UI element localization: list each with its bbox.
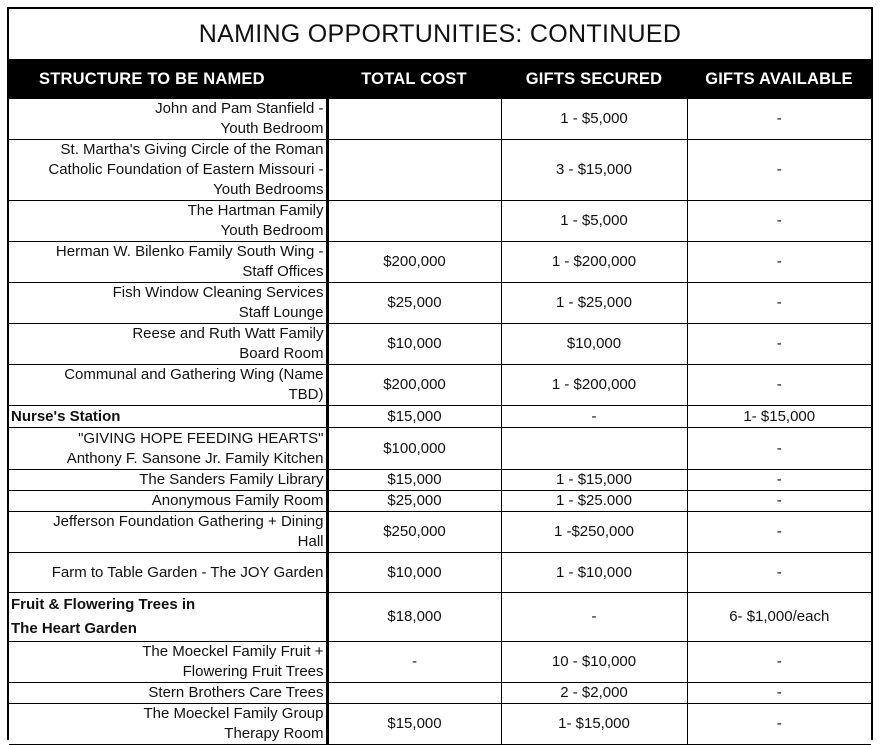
- structure-name-cell: [9, 140, 327, 201]
- gifts-secured-cell: 3 - $15,000: [501, 140, 687, 201]
- gifts-secured-cell: 1 - $5,000: [501, 99, 687, 140]
- gifts-available-cell: 1- $15,000: [687, 406, 871, 428]
- gifts-available-cell: -: [687, 99, 871, 140]
- header-gifts-available: GIFTS AVAILABLE: [687, 60, 871, 99]
- total-cost-cell: $15,000: [327, 470, 501, 491]
- table-row: [9, 406, 871, 428]
- gifts-available-cell: -: [687, 201, 871, 242]
- structure-name-line: Anthony F. Sansone Jr. Family Kitchen: [66, 449, 324, 467]
- structure-name-line: The Hartman Family: [187, 202, 324, 219]
- structure-name-line: Herman W. Bilenko Family South Wing -: [55, 243, 324, 260]
- total-cost-cell: $200,000: [327, 242, 501, 283]
- structure-name-line: Board Room: [239, 345, 324, 362]
- header-structure: STRUCTURE TO BE NAMED: [9, 60, 327, 99]
- structure-name-cell: [9, 428, 327, 470]
- structure-name-line: John and Pam Stanfield -: [155, 100, 324, 117]
- structure-name-cell: [9, 470, 327, 491]
- structure-name-line: "GIVING HOPE FEEDING HEARTS": [78, 429, 324, 447]
- table-row: [9, 428, 871, 470]
- structure-name-cell: [9, 704, 327, 745]
- table-row: [9, 201, 871, 242]
- structure-name-line: Staff Offices: [242, 263, 324, 280]
- total-cost-cell: $15,000: [327, 406, 501, 428]
- total-cost-cell: [327, 140, 501, 201]
- structure-name-line: TBD): [288, 386, 324, 403]
- header-gifts-secured: GIFTS SECURED: [501, 60, 687, 99]
- structure-name-line: Youth Bedroom: [220, 120, 324, 137]
- gifts-available-cell: -: [687, 512, 871, 553]
- gifts-available-cell: -: [687, 324, 871, 365]
- gifts-available-cell: -: [687, 470, 871, 491]
- gifts-available-cell: -: [687, 553, 871, 593]
- structure-name-cell: [9, 642, 327, 683]
- total-cost-cell: [327, 99, 501, 140]
- structure-name-line: Nurse's Station: [11, 407, 121, 425]
- gifts-available-cell: -: [687, 140, 871, 201]
- structure-name-line: St. Martha's Giving Circle of the Roman: [60, 141, 324, 158]
- structure-name-cell: [9, 99, 327, 140]
- gifts-secured-cell: [501, 428, 687, 470]
- table-row: [9, 470, 871, 491]
- naming-table: [9, 60, 871, 745]
- header-total-cost: TOTAL COST: [327, 60, 501, 99]
- total-cost-cell: $10,000: [327, 324, 501, 365]
- gifts-available-cell: -: [687, 242, 871, 283]
- gifts-available-cell: -: [687, 428, 871, 470]
- total-cost-cell: [327, 201, 501, 242]
- structure-name-line: Reese and Ruth Watt Family: [132, 325, 324, 342]
- structure-name-cell: [9, 283, 327, 324]
- gifts-secured-cell: 10 - $10,000: [501, 642, 687, 683]
- structure-name-line: Therapy Room: [224, 725, 324, 742]
- structure-name-line: Communal and Gathering Wing (Name: [64, 366, 324, 383]
- structure-name-line: The Moeckel Family Group: [143, 705, 324, 722]
- structure-name-line: Hall: [297, 533, 324, 550]
- gifts-secured-cell: 1 -$250,000: [501, 512, 687, 553]
- table-row: [9, 324, 871, 365]
- structure-name-cell: [9, 242, 327, 283]
- page-title: NAMING OPPORTUNITIES: CONTINUED: [9, 9, 871, 60]
- header-row: [9, 60, 871, 99]
- table-row: [9, 365, 871, 406]
- structure-name-line: The Sanders Family Library: [139, 471, 324, 488]
- structure-name-line: Jefferson Foundation Gathering + Dining: [53, 513, 324, 530]
- structure-name-cell: [9, 553, 327, 593]
- total-cost-cell: [327, 683, 501, 704]
- structure-name-cell: [9, 365, 327, 406]
- structure-name-line: Fish Window Cleaning Services: [112, 284, 324, 301]
- table-row: [9, 491, 871, 512]
- structure-name-line: Staff Lounge: [238, 304, 324, 321]
- gifts-available-cell: 6- $1,000/each: [687, 593, 871, 642]
- gifts-secured-cell: 1 - $200,000: [501, 242, 687, 283]
- table-row: [9, 140, 871, 201]
- total-cost-cell: $250,000: [327, 512, 501, 553]
- table-row: [9, 683, 871, 704]
- structure-name-cell: [9, 593, 327, 642]
- gifts-secured-cell: -: [501, 593, 687, 642]
- table-row: [9, 593, 871, 642]
- total-cost-cell: $18,000: [327, 593, 501, 642]
- structure-name-cell: [9, 491, 327, 512]
- structure-name-line: Farm to Table Garden - The JOY Garden: [51, 563, 324, 581]
- table-row: [9, 553, 871, 593]
- structure-name-cell: [9, 683, 327, 704]
- table-row: [9, 99, 871, 140]
- structure-name-cell: [9, 324, 327, 365]
- gifts-secured-cell: 1 - $5,000: [501, 201, 687, 242]
- table-row: [9, 512, 871, 553]
- table-row: [9, 283, 871, 324]
- structure-name-cell: [9, 201, 327, 242]
- structure-name-line: Youth Bedroom: [220, 222, 324, 239]
- gifts-secured-cell: $10,000: [501, 324, 687, 365]
- gifts-available-cell: -: [687, 283, 871, 324]
- structure-name-line: The Heart Garden: [11, 620, 137, 637]
- gifts-available-cell: -: [687, 704, 871, 745]
- gifts-secured-cell: 1 - $200,000: [501, 365, 687, 406]
- gifts-available-cell: -: [687, 365, 871, 406]
- naming-opportunities-sheet: [7, 7, 873, 740]
- gifts-secured-cell: 1 - $15,000: [501, 470, 687, 491]
- gifts-available-cell: -: [687, 683, 871, 704]
- structure-name-line: Stern Brothers Care Trees: [148, 684, 324, 701]
- gifts-secured-cell: -: [501, 406, 687, 428]
- structure-name-line: The Moeckel Family Fruit +: [142, 643, 324, 660]
- total-cost-cell: -: [327, 642, 501, 683]
- total-cost-cell: $25,000: [327, 491, 501, 512]
- gifts-secured-cell: 1 - $25,000: [501, 283, 687, 324]
- total-cost-cell: $10,000: [327, 553, 501, 593]
- gifts-secured-cell: 2 - $2,000: [501, 683, 687, 704]
- gifts-available-cell: -: [687, 491, 871, 512]
- structure-name-line: Fruit & Flowering Trees in: [11, 596, 196, 613]
- gifts-secured-cell: 1 - $25.000: [501, 491, 687, 512]
- gifts-secured-cell: 1 - $10,000: [501, 553, 687, 593]
- structure-name-cell: [9, 406, 327, 428]
- total-cost-cell: $15,000: [327, 704, 501, 745]
- structure-name-cell: [9, 512, 327, 553]
- gifts-available-cell: -: [687, 642, 871, 683]
- table-row: [9, 704, 871, 745]
- table-row: [9, 242, 871, 283]
- gifts-secured-cell: 1- $15,000: [501, 704, 687, 745]
- structure-name-line: Youth Bedrooms: [213, 181, 324, 198]
- total-cost-cell: $25,000: [327, 283, 501, 324]
- total-cost-cell: $100,000: [327, 428, 501, 470]
- structure-name-line: Catholic Foundation of Eastern Missouri -: [48, 161, 324, 178]
- structure-name-line: Flowering Fruit Trees: [182, 663, 324, 680]
- total-cost-cell: $200,000: [327, 365, 501, 406]
- structure-name-line: Anonymous Family Room: [151, 492, 324, 509]
- table-row: [9, 642, 871, 683]
